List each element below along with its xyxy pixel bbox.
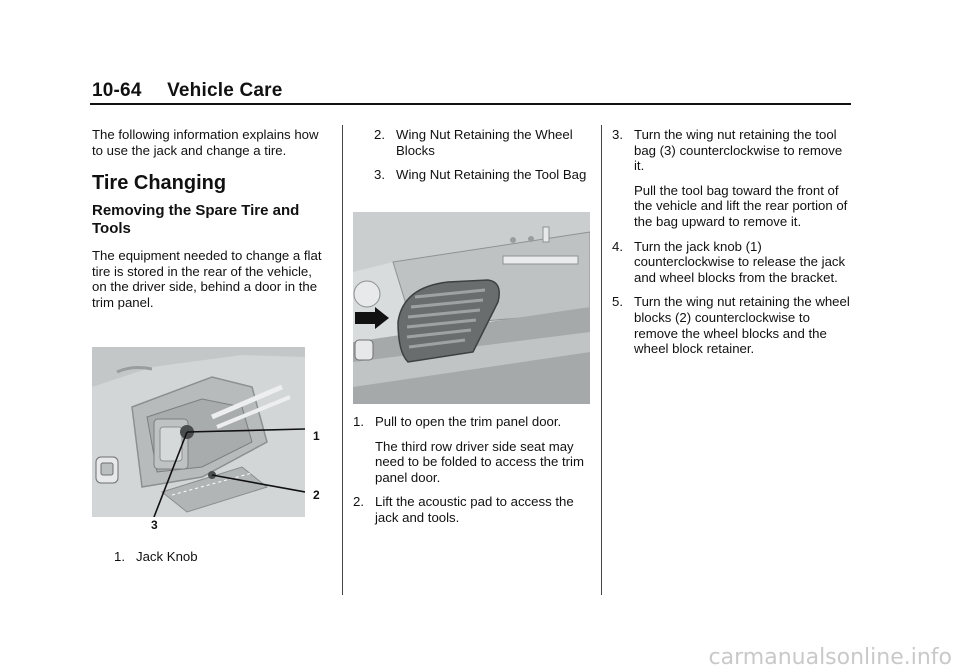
figure-caption bbox=[114, 549, 314, 574]
step-number: 1. bbox=[353, 414, 364, 429]
column-2-top bbox=[374, 127, 594, 192]
step-number: 4. bbox=[612, 238, 623, 254]
step-text: Turn the wing nut retaining the tool bag (3) counterclockwise to remove it. bbox=[634, 127, 843, 174]
callout-3: 3 bbox=[151, 518, 158, 532]
step-3 bbox=[612, 127, 852, 174]
legend-item bbox=[374, 127, 594, 158]
caption-number: 1. bbox=[114, 549, 125, 564]
step-5 bbox=[612, 294, 852, 356]
step-1 bbox=[353, 414, 593, 430]
jack-storage-illustration bbox=[92, 347, 305, 517]
step-text: Turn the wing nut retaining the wheel blocks (2) counterclockwise to remove the wheel blocks and the wheel block retainer. bbox=[634, 294, 850, 357]
jack-storage-drawing bbox=[92, 347, 305, 517]
legend-item bbox=[374, 167, 594, 183]
column-divider bbox=[601, 125, 602, 595]
column-2-steps bbox=[353, 414, 593, 535]
body-paragraph: The equipment needed to change a flat tire is stored in the rear of the vehicle, on the driver side, behind a door in the trim panel. bbox=[92, 248, 322, 310]
trim-panel-drawing bbox=[353, 212, 590, 404]
section-title: Vehicle Care bbox=[167, 80, 283, 101]
caption-text: Jack Knob bbox=[136, 549, 198, 564]
legend-text: Wing Nut Retaining the Tool Bag bbox=[396, 167, 587, 183]
step-2 bbox=[353, 494, 593, 525]
callout-1: 1 bbox=[313, 429, 320, 443]
step-1-note: The third row driver side seat may need to be folded to access the trim panel door. bbox=[375, 438, 584, 485]
legend-text: Wing Nut Retaining the Wheel Blocks bbox=[396, 127, 573, 158]
trim-panel-illustration bbox=[353, 212, 590, 404]
legend-number: 3. bbox=[374, 167, 385, 183]
page-number: 10-64 bbox=[92, 80, 142, 101]
step-text: Turn the jack knob (1) counterclockwise to release the jack and wheel blocks from the bracket. bbox=[634, 238, 846, 285]
header-rule bbox=[90, 103, 851, 105]
legend-number: 2. bbox=[374, 127, 385, 142]
step-number: 3. bbox=[612, 127, 623, 142]
step-number: 5. bbox=[612, 294, 623, 310]
step-3-note: Pull the tool bag toward the front of the vehicle and lift the rear portion of the bag upward to remove it. bbox=[634, 182, 848, 229]
callout-2: 2 bbox=[313, 488, 320, 502]
watermark: carmanualsonline.info bbox=[708, 645, 952, 670]
page-header bbox=[92, 80, 283, 102]
step-text: Lift the acoustic pad to access the jack and tools. bbox=[375, 494, 574, 525]
step-4 bbox=[612, 239, 852, 286]
intro-paragraph: The following information explains how to use the jack and change a tire. bbox=[92, 127, 319, 158]
section-heading: Tire Changing bbox=[92, 172, 227, 195]
subsection-heading: Removing the Spare Tire and Tools bbox=[92, 202, 300, 238]
caption-item bbox=[114, 549, 314, 565]
column-divider bbox=[342, 125, 343, 595]
step-text: Pull to open the trim panel door. bbox=[375, 414, 562, 429]
column-1 bbox=[92, 127, 330, 320]
step-number: 2. bbox=[353, 494, 364, 510]
column-3 bbox=[612, 127, 852, 366]
